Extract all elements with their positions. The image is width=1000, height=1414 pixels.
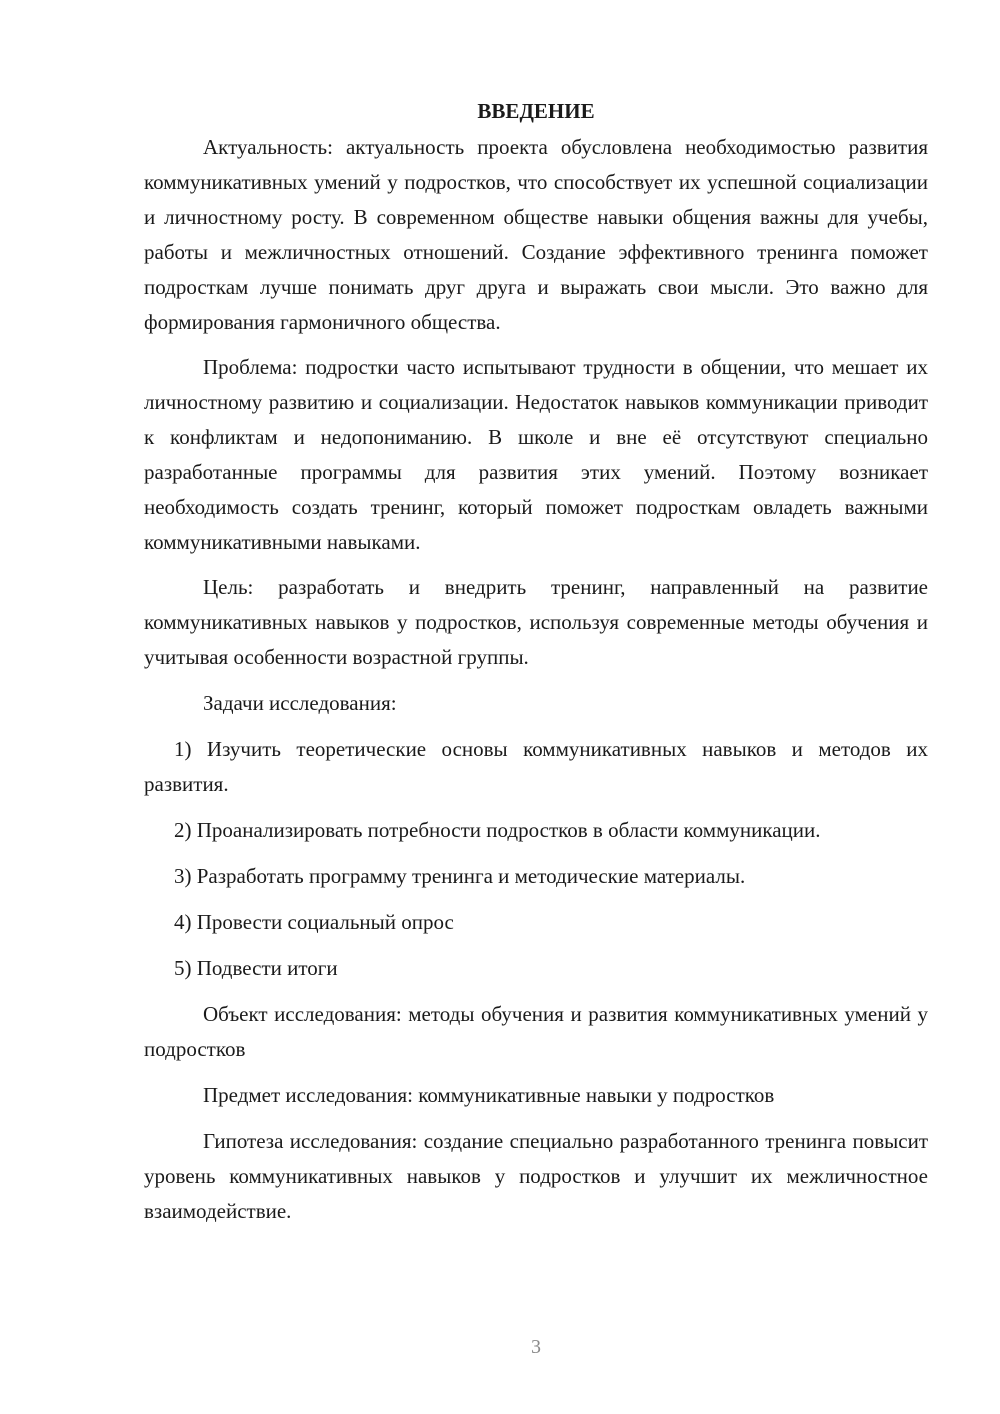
page-number: 3 [531, 1336, 541, 1358]
task-item: 1) Изучить теоретические основы коммуникативных навыков и методов их развития. [144, 737, 928, 796]
task-item: 4) Провести социальный опрос [174, 910, 454, 934]
relevance-paragraph: Актуальность: актуальность проекта обусловлена необходимостью развития коммуникативных умений у подростков, что способствует их успешной социализации и личностному росту. В современном обществе навыки общения важны для учебы, работы и межличностных отношений. Создание эффективного тренинга поможет подросткам лучше понимать друг друга и выражать свои мысли. Это важно для формирования гармоничного общества. [144, 135, 928, 334]
object-paragraph: Объект исследования: методы обучения и развития коммуникативных умений у подростков [144, 1002, 928, 1061]
goal-paragraph: Цель: разработать и внедрить тренинг, направленный на развитие коммуникативных навыков у подростков, используя современные методы обучения и учитывая особенности возрастной группы. [144, 575, 928, 669]
task-item: 3) Разработать программу тренинга и методические материалы. [174, 864, 746, 888]
hypothesis-paragraph: Гипотеза исследования: создание специально разработанного тренинга повысит уровень коммуникативных навыков у подростков и улучшит их межличностное взаимодействие. [144, 1129, 928, 1223]
section-heading: ВВЕДЕНИЕ [477, 99, 595, 123]
task-item: 5) Подвести итоги [174, 956, 338, 980]
tasks-title: Задачи исследования: [203, 691, 397, 715]
subject-paragraph: Предмет исследования: коммуникативные навыки у подростков [203, 1083, 775, 1107]
page-content [144, 96, 928, 1229]
task-item: 2) Проанализировать потребности подростков в области коммуникации. [174, 818, 821, 842]
problem-paragraph: Проблема: подростки часто испытывают трудности в общении, что мешает их личностному развитию и социализации. Недостаток навыков коммуникации приводит к конфликтам и недопониманию. В школе и вне её отсутствуют специально разработанные программы для развития этих умений. Поэтому возникает необходимость создать тренинг, который поможет подросткам овладеть важными коммуникативными навыками. [144, 355, 928, 554]
